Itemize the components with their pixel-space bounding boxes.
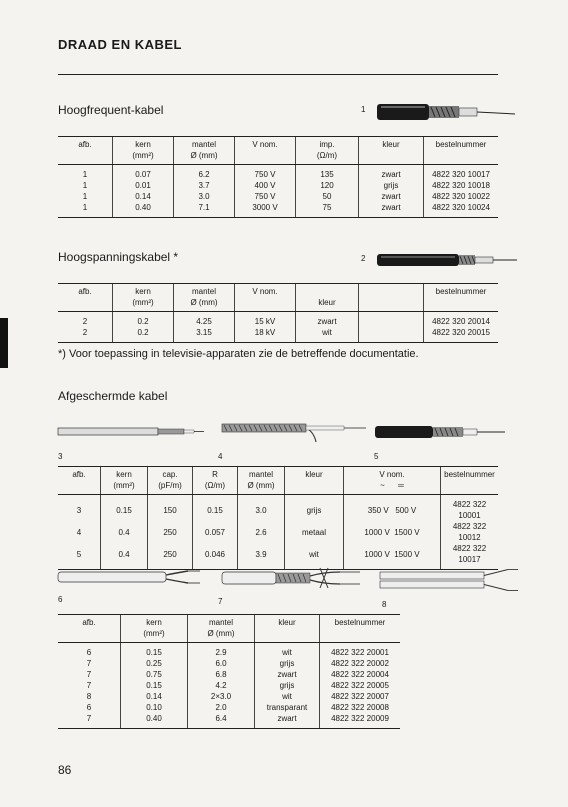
cell: 0.2 — [113, 327, 174, 343]
cell: wit — [255, 691, 320, 702]
cell: 3.15 — [174, 327, 235, 343]
cell: 4 — [76, 527, 82, 537]
cell: 3.7 — [174, 180, 235, 191]
col-header: mantel Ø (mm) — [174, 284, 235, 312]
cell: wit — [296, 327, 359, 343]
figure-number-5: 5 — [374, 452, 379, 461]
cell: 0.15 — [193, 495, 238, 522]
cell: 2.0 — [188, 702, 255, 713]
cell: 0.4 — [101, 543, 148, 570]
page-title: DRAAD EN KABEL — [58, 37, 182, 52]
cell: 2 — [82, 317, 88, 326]
cell: 0.14 — [121, 691, 188, 702]
cell: zwart — [359, 165, 424, 181]
cell: 0.10 — [121, 702, 188, 713]
cell: 0.40 — [113, 202, 174, 218]
section-heading-hs: Hoogspanningskabel * — [58, 250, 179, 264]
section-heading-hf: Hoogfrequent-kabel — [58, 103, 164, 117]
cell: 7 — [86, 681, 92, 690]
col-header: bestelnummer — [424, 137, 499, 165]
cell: zwart — [296, 312, 359, 328]
table-row — [58, 669, 400, 680]
cable-illustration-7 — [220, 566, 368, 592]
cell: 8 — [86, 692, 92, 701]
cell: 4822 322 20005 — [320, 680, 401, 691]
cell: grijs — [255, 680, 320, 691]
figure-number-6: 6 — [58, 595, 63, 604]
title-rule — [58, 74, 498, 75]
shielded-cable-illustration-3 — [58, 422, 208, 442]
cell: 4822 322 20007 — [320, 691, 401, 702]
cell: 1000 V 1500 V — [344, 521, 441, 543]
cell: 135 — [296, 165, 359, 181]
col-header: mantel Ø (mm) — [174, 137, 235, 165]
cell: 6.8 — [188, 669, 255, 680]
col-header: V nom. — [235, 137, 296, 165]
cell: 1 — [82, 192, 88, 201]
multicore-cable-table — [58, 614, 400, 729]
figure-number-3: 3 — [58, 452, 63, 461]
cell: 2×3.0 — [188, 691, 255, 702]
cell: 4822 322 10001 — [441, 495, 499, 522]
table-row — [58, 312, 498, 328]
shielded-cable-illustration-4 — [220, 418, 370, 448]
cell: zwart — [359, 202, 424, 218]
cell: 0.40 — [121, 713, 188, 729]
cell: 7.1 — [174, 202, 235, 218]
cell: 4822 320 10022 — [424, 191, 499, 202]
cell: 3.0 — [174, 191, 235, 202]
cell: 250 — [148, 521, 193, 543]
cell: zwart — [359, 191, 424, 202]
cell: 4822 322 20008 — [320, 702, 401, 713]
cell: 1000 V 1500 V — [344, 543, 441, 570]
figure-number-7: 7 — [218, 597, 223, 606]
cell: 3000 V — [235, 202, 296, 218]
table-row — [58, 327, 498, 343]
cell: 0.14 — [113, 191, 174, 202]
cell: 4822 322 20001 — [320, 643, 401, 659]
figure-number-4: 4 — [218, 452, 223, 461]
col-header: imp. (Ω/m) — [296, 137, 359, 165]
coax-cable-illustration-1 — [375, 98, 520, 128]
cell: wit — [255, 643, 320, 659]
cable-illustration-6 — [58, 566, 206, 588]
col-header: cap. (pF/m) — [148, 467, 193, 495]
hv-cable-illustration-2 — [375, 250, 520, 272]
cell: 7 — [86, 659, 92, 668]
section-heading-shielded: Afgeschermde kabel — [58, 389, 168, 403]
cell: 4822 320 10017 — [424, 165, 499, 181]
cell: 0.057 — [193, 521, 238, 543]
col-header: afb. — [58, 284, 113, 312]
col-header: afb. — [58, 615, 121, 643]
cell: 6 — [86, 703, 92, 712]
cell: 750 V — [235, 165, 296, 181]
table-row — [58, 680, 400, 691]
hv-cable-table — [58, 283, 498, 343]
col-header: R (Ω/m) — [193, 467, 238, 495]
col-header — [359, 284, 424, 312]
table-row — [58, 180, 498, 191]
cell: 4822 322 20009 — [320, 713, 401, 729]
table-row — [58, 191, 498, 202]
table-row — [58, 521, 498, 543]
side-thumb-tab — [0, 318, 8, 368]
cell: 0.07 — [113, 165, 174, 181]
cell: 120 — [296, 180, 359, 191]
hf-cable-table — [58, 136, 498, 218]
col-header: bestelnummer — [320, 615, 401, 643]
cell: 750 V — [235, 191, 296, 202]
table-row — [58, 713, 400, 729]
col-header: bestelnummer — [424, 284, 499, 312]
table-row — [58, 202, 498, 218]
cell: 5 — [58, 543, 101, 570]
cell: transparant — [255, 702, 320, 713]
table-row — [58, 702, 400, 713]
cell: 3 — [76, 505, 82, 515]
cell — [359, 312, 424, 328]
cell: 350 V 500 V — [344, 495, 441, 522]
cable-illustration-8 — [380, 566, 520, 596]
cell: 0.75 — [121, 669, 188, 680]
table-row — [58, 658, 400, 669]
cell: 1 — [58, 202, 113, 218]
cell: 0.15 — [121, 643, 188, 659]
cell: 6.4 — [188, 713, 255, 729]
col-header: kleur — [255, 615, 320, 643]
cell: 150 — [148, 495, 193, 522]
cell: 0.4 — [101, 521, 148, 543]
table-row — [58, 495, 498, 522]
col-header: mantel Ø (mm) — [188, 615, 255, 643]
col-header: V nom. ~ ═ — [344, 467, 441, 495]
figure-number-1: 1 — [361, 105, 366, 114]
cell: 4822 320 10018 — [424, 180, 499, 191]
col-header: kleur — [296, 284, 359, 312]
cell: 18 kV — [235, 327, 296, 343]
cell: 7 — [58, 713, 121, 729]
cell — [359, 327, 424, 343]
cell: 2 — [58, 327, 113, 343]
shielded-cable-table — [58, 466, 498, 570]
cell: wit — [285, 543, 344, 570]
cell: 75 — [296, 202, 359, 218]
cell: 250 — [148, 543, 193, 570]
cell: 0.01 — [113, 180, 174, 191]
cell: 4822 320 20015 — [424, 327, 499, 343]
cell: 0.2 — [113, 312, 174, 328]
cell: 15 kV — [235, 312, 296, 328]
cell: metaal — [285, 521, 344, 543]
cell: 2.6 — [238, 521, 285, 543]
cell: 0.046 — [193, 543, 238, 570]
cell: 4.25 — [174, 312, 235, 328]
cell: 3.9 — [238, 543, 285, 570]
col-header: afb. — [58, 467, 101, 495]
col-header: kern (mm²) — [113, 137, 174, 165]
cell: 4822 322 10012 — [441, 521, 499, 543]
cell: 6.0 — [188, 658, 255, 669]
cell: zwart — [255, 713, 320, 729]
col-header: kern (mm²) — [101, 467, 148, 495]
cell: grijs — [255, 658, 320, 669]
col-header: V nom. — [235, 284, 296, 312]
cell: 4822 320 10024 — [424, 202, 499, 218]
cell: 3.0 — [238, 495, 285, 522]
cell: 4822 322 10017 — [441, 543, 499, 570]
figure-number-8: 8 — [382, 600, 387, 609]
cell: 0.15 — [121, 680, 188, 691]
footnote: *) Voor toepassing in televisie-apparaten zie de betreffende documentatie. — [58, 348, 419, 360]
cell: 1 — [82, 170, 88, 179]
cell: 0.15 — [101, 495, 148, 522]
cell: zwart — [255, 669, 320, 680]
cell: grijs — [285, 495, 344, 522]
cell: 4822 320 20014 — [424, 312, 499, 328]
col-header: kleur — [285, 467, 344, 495]
cell: 400 V — [235, 180, 296, 191]
cell: 50 — [296, 191, 359, 202]
page-number: 86 — [58, 763, 72, 777]
col-header: mantel Ø (mm) — [238, 467, 285, 495]
col-header: kern (mm²) — [121, 615, 188, 643]
col-header: bestelnummer — [441, 467, 499, 495]
cell: 6 — [86, 648, 92, 657]
cell: 6.2 — [174, 165, 235, 181]
table-row — [58, 643, 400, 659]
cell: 4822 322 20002 — [320, 658, 401, 669]
cell: 1 — [82, 181, 88, 190]
col-header: kleur — [359, 137, 424, 165]
cell: 0.25 — [121, 658, 188, 669]
col-header: kern (mm²) — [113, 284, 174, 312]
cell: 2.9 — [188, 643, 255, 659]
cell: 4822 322 20004 — [320, 669, 401, 680]
cell: 7 — [86, 670, 92, 679]
table-row — [58, 691, 400, 702]
cell: 4.2 — [188, 680, 255, 691]
col-header: afb. — [58, 137, 113, 165]
shielded-cable-illustration-5 — [375, 422, 515, 444]
figure-number-2: 2 — [361, 254, 366, 263]
cell: grijs — [359, 180, 424, 191]
table-row — [58, 165, 498, 181]
